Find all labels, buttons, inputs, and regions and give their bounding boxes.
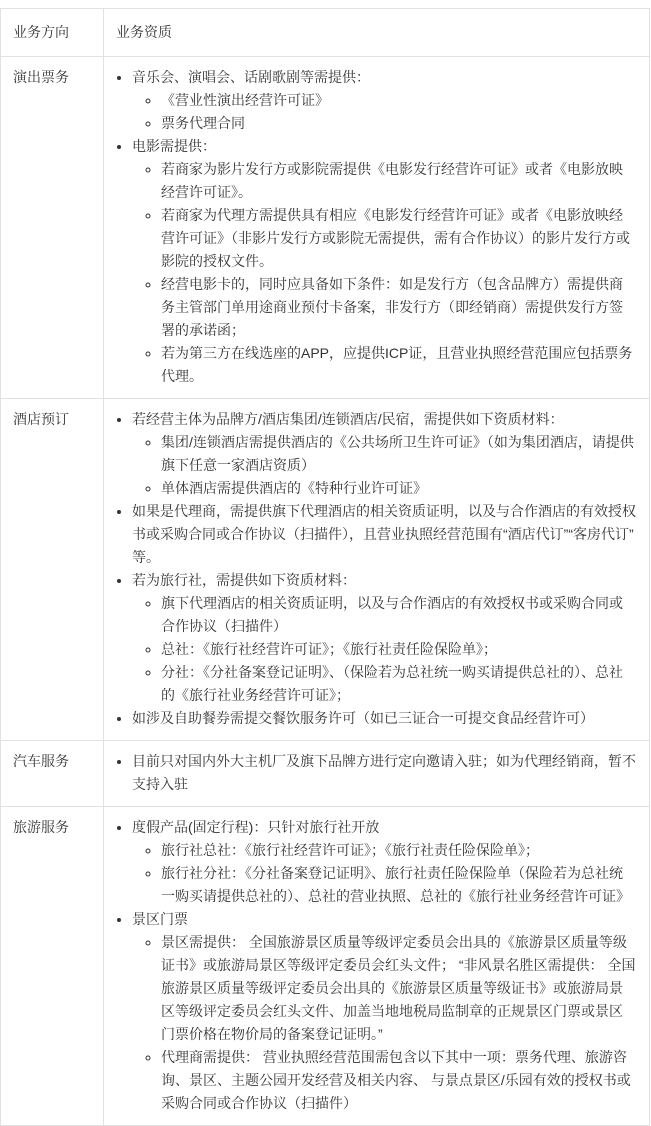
qualification-item-text: 若经营主体为品牌方/酒店集团/连锁酒店/民宿，需提供如下资质材料：	[132, 411, 564, 427]
business-qualification-cell	[104, 399, 650, 741]
qualification-item	[132, 816, 636, 908]
business-direction-cell: 旅游服务	[1, 807, 104, 1126]
business-qualification-cell	[104, 807, 650, 1126]
qualification-subitem: ◦ 若为第三方在线选座的APP，应提供ICP证，且营业执照经营范围应包括票务代理。	[161, 342, 636, 388]
qualification-item	[132, 66, 636, 135]
qualification-item	[132, 908, 636, 1115]
qualification-item	[132, 750, 636, 796]
qualification-list	[117, 750, 636, 796]
qualification-item-text: 度假产品(固定行程)：只针对旅行社开放	[132, 819, 380, 835]
qualification-item	[132, 569, 636, 707]
qualification-subitem: ◦ 景区需提供： 全国旅游景区质量等级评定委员会出具的《旅游景区质量等级证书》或旅游局景区等级评定委员会红头文件； “非风景名胜区需提供： 全国旅游景区质量等级评定委员会出具的《旅游景区质量等级证书》或旅游局景区等级评定委员会红头文件、加盖当地地税局监制章的正规景区门票或景区门票价格在物价局的备案登记证明。”	[161, 931, 636, 1046]
qualification-list	[117, 408, 636, 730]
table-row	[1, 741, 650, 807]
qualification-sublist	[132, 592, 636, 707]
business-qualification-cell	[104, 741, 650, 807]
table-row	[1, 399, 650, 741]
qualification-item	[132, 408, 636, 500]
qualification-subitem: ◦ 旅行社总社：《旅行社经营许可证》；《旅行社责任险保险单》；	[161, 839, 636, 862]
header-business-direction: 业务方向	[1, 9, 104, 57]
qualification-sublist	[132, 931, 636, 1115]
qualification-item-text: 如果是代理商，需提供旗下代理酒店的相关资质证明，以及与合作酒店的有效授权书或采购合同或合作协议（扫描件），且营业执照经营范围有“酒店代订”“客房代订”等。	[132, 503, 636, 565]
qualification-item-text: 如涉及自助餐券需提交餐饮服务许可（如已三证合一可提交食品经营许可）	[132, 710, 594, 726]
qualification-sublist	[132, 89, 636, 135]
qualification-subitem: ◦ 总社：《旅行社经营许可证》；《旅行社责任险保险单》；	[161, 638, 636, 661]
table-row	[1, 807, 650, 1126]
qualification-item	[132, 500, 636, 569]
qualification-item-text: 电影需提供：	[132, 138, 216, 154]
business-direction-cell: 酒店预订	[1, 399, 104, 741]
qualification-subitem: ◦ 票务代理合同	[161, 112, 636, 135]
business-qualification-table	[0, 8, 650, 1126]
qualification-subitem: ◦ 若商家为代理方需提供具有相应《电影发行经营许可证》或者《电影放映经营许可证》（非影片发行方或影院无需提供，需有合作协议）的影片发行方或影院的授权文件。	[161, 204, 636, 273]
qualification-item-text: 景区门票	[132, 911, 188, 927]
table-row	[1, 57, 650, 399]
qualification-subitem: ◦ 旅行社分社：《分社备案登记证明》、旅行社责任险保险单（保险若为总社统一购买请提供总社的）、总社的营业执照、总社的《旅行社业务经营许可证》	[161, 862, 636, 908]
qualification-item	[132, 135, 636, 388]
qualification-item-text: 若为旅行社，需提供如下资质材料：	[132, 572, 356, 588]
qualification-subitem: ◦ 代理商需提供： 营业执照经营范围需包含以下其中一项：票务代理、旅游咨询、景区、主题公园开发经营及相关内容、 与景点景区/乐园有效的授权书或采购合同或合作协议（扫描件）	[161, 1046, 636, 1115]
qualification-subitem: ◦ 单体酒店需提供酒店的《特种行业许可证》	[161, 477, 636, 500]
qualification-subitem: ◦ 经营电影卡的，同时应具备如下条件：如是发行方（包含品牌方）需提供商务主管部门单用途商业预付卡备案，非发行方（即经销商）需提供发行方签署的承诺函；	[161, 273, 636, 342]
qualification-subitem: ◦ 旗下代理酒店的相关资质证明，以及与合作酒店的有效授权书或采购合同或合作协议（扫描件）	[161, 592, 636, 638]
business-direction-cell: 汽车服务	[1, 741, 104, 807]
qualification-list	[117, 816, 636, 1115]
qualification-item-text: 目前只对国内外大主机厂及旗下品牌方进行定向邀请入驻；如为代理经销商，暂不支持入驻	[132, 753, 636, 792]
business-direction-cell: 演出票务	[1, 57, 104, 399]
qualification-item-text: 音乐会、演唱会、话剧歌剧等需提供：	[132, 69, 370, 85]
qualification-subitem: ◦ 若商家为影片发行方或影院需提供《电影发行经营许可证》或者《电影放映经营许可证》。	[161, 158, 636, 204]
business-qualification-cell	[104, 57, 650, 399]
qualification-item	[132, 707, 636, 730]
qualification-table-body	[1, 57, 650, 1126]
qualification-sublist	[132, 839, 636, 908]
qualification-sublist	[132, 431, 636, 500]
qualification-list	[117, 66, 636, 388]
table-header-row	[1, 9, 650, 57]
qualification-subitem: ◦ 分社：《分社备案登记证明》、（保险若为总社统一购买请提供总社的）、总社的《旅行社业务经营许可证》；	[161, 661, 636, 707]
qualification-subitem: ◦ 《营业性演出经营许可证》	[161, 89, 636, 112]
qualification-subitem: ◦ 集团/连锁酒店需提供酒店的《公共场所卫生许可证》（如为集团酒店，请提供旗下任意一家酒店资质）	[161, 431, 636, 477]
qualification-sublist	[132, 158, 636, 388]
header-business-qualification: 业务资质	[104, 9, 650, 57]
